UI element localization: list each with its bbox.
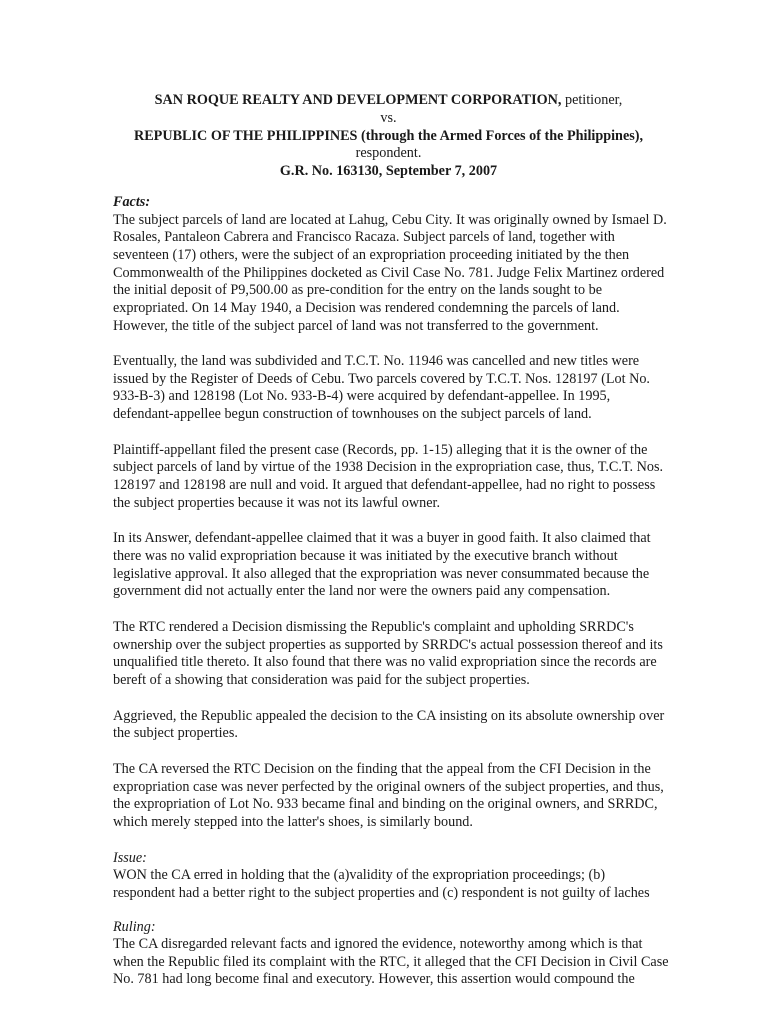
text-line: In its Answer, defendant-appellee claimed that it was a buyer in good faith. It also claimed that — [113, 530, 651, 547]
text-line: government did not actually enter the land nor were the owners paid any compensation. — [113, 583, 611, 600]
text-line: Rosales, Pantaleon Cabrera and Francisco Racaza. Subject parcels of land, together with — [113, 229, 615, 246]
versus-line: vs. — [380, 109, 397, 126]
text-line: expropriated. On 14 May 1940, a Decision was rendered condemning the parcels of land. — [113, 299, 620, 316]
text-line: Commonwealth of the Philippines docketed as Civil Case No. 781. Judge Felix Martinez ordered — [113, 264, 665, 281]
text-line: Aggrieved, the Republic appealed the decision to the CA insisting on its absolute ownership over — [113, 707, 665, 724]
petitioner-name: SAN ROQUE REALTY AND DEVELOPMENT CORPORATION, — [154, 92, 562, 108]
text-line: there was no valid expropriation because it was initiated by the executive branch without — [113, 548, 618, 565]
text-line: Plaintiff-appellant filed the present case (Records, pp. 1-15) alleging that it is the owner of the — [113, 441, 648, 458]
text-line: the subject properties. — [113, 725, 238, 742]
respondent-name: REPUBLIC OF THE PHILIPPINES (through the Armed Forces of the Philippines), — [133, 127, 644, 144]
text-line: However, the title of the subject parcel of land was not transferred to the government. — [113, 317, 599, 334]
text-line: defendant-appellee begun construction of townhouses on the subject parcels of land. — [113, 406, 592, 423]
text-line: respondent had a better right to the subject properties and (c) respondent is not guilty of laches — [113, 884, 650, 901]
text-line: 128197 and 128198 are null and void. It argued that defendant-appellee, had no right to possess — [113, 477, 656, 494]
text-line: the initial deposit of P9,500.00 as pre-condition for the entry on the lands sought to be — [113, 282, 602, 299]
facts-heading: Facts: — [113, 193, 151, 210]
text-line: Eventually, the land was subdivided and T.C.T. No. 11946 was cancelled and new titles were — [113, 353, 640, 370]
facts-paragraph — [113, 211, 667, 336]
ruling-heading: Ruling: — [113, 918, 156, 935]
text-line: The RTC rendered a Decision dismissing the Republic's complaint and upholding SRRDC's — [113, 619, 634, 636]
issue-text — [113, 867, 664, 902]
text-line: The CA disregarded relevant facts and ignored the evidence, noteworthy among which is that — [113, 936, 643, 953]
text-line: The subject parcels of land are located at Lahug, Cebu City. It was originally owned by Ismael D. — [113, 211, 667, 228]
text-line: The CA reversed the RTC Decision on the finding that the appeal from the CFI Decision in the — [113, 760, 651, 777]
facts-paragraph — [113, 761, 664, 832]
text-line: when the Republic filed its complaint with the RTC, it alleged that the CFI Decision in Civil Case — [113, 953, 669, 970]
facts-paragraph — [113, 530, 664, 601]
text-line: which merely stepped into the latter's shoes, is similarly bound. — [113, 813, 473, 830]
text-line: No. 781 had long become final and executory. However, this assertion would compound the — [113, 971, 635, 988]
text-line: unqualified title thereto. It also found that there was no valid expropriation since the records are — [113, 654, 657, 671]
ruling-text — [113, 936, 669, 989]
text-line: subject parcels of land by virtue of the 1938 Decision in the expropriation case, thus, T.C.T. Nos. — [113, 459, 664, 476]
facts-paragraph — [113, 708, 664, 743]
text-line: expropriation case was never perfected by the original owners of the subject properties, and thus, — [113, 778, 664, 795]
case-caption — [113, 92, 664, 181]
facts-paragraph — [113, 442, 664, 513]
text-line: legislative approval. It also alleged that the expropriation was never consummated because the — [113, 565, 650, 582]
petitioner-line — [113, 92, 664, 110]
issue-heading: Issue: — [113, 849, 147, 866]
facts-section — [113, 211, 667, 832]
text-line: seventeen (17) others, were the subject of an expropriation proceeding initiated by the then — [113, 246, 630, 263]
facts-paragraph — [113, 353, 664, 424]
petitioner-role: petitioner, — [561, 92, 623, 108]
text-line: the expropriation of Lot No. 933 became final and binding on the original owners, and SRRDC, — [113, 796, 658, 813]
text-line: bereft of a showing that consideration was paid for the subject properties. — [113, 672, 530, 689]
respondent-role: respondent. — [355, 145, 422, 162]
text-line: issued by the Register of Deeds of Cebu. Two parcels covered by T.C.T. Nos. 128197 (Lot No. — [113, 370, 650, 387]
text-line: ownership over the subject properties as supported by SRRDC's actual possession thereof and its — [113, 636, 663, 653]
facts-paragraph — [113, 619, 664, 690]
case-number: G.R. No. 163130, September 7, 2007 — [279, 163, 498, 180]
text-line: 933-B-3) and 128198 (Lot No. 933-B-4) were acquired by defendant-appellee. In 1995, — [113, 388, 611, 405]
text-line: the subject properties because it was not its lawful owner. — [113, 494, 441, 511]
text-line: WON the CA erred in holding that the (a)validity of the expropriation proceedings; (b) — [113, 867, 606, 884]
